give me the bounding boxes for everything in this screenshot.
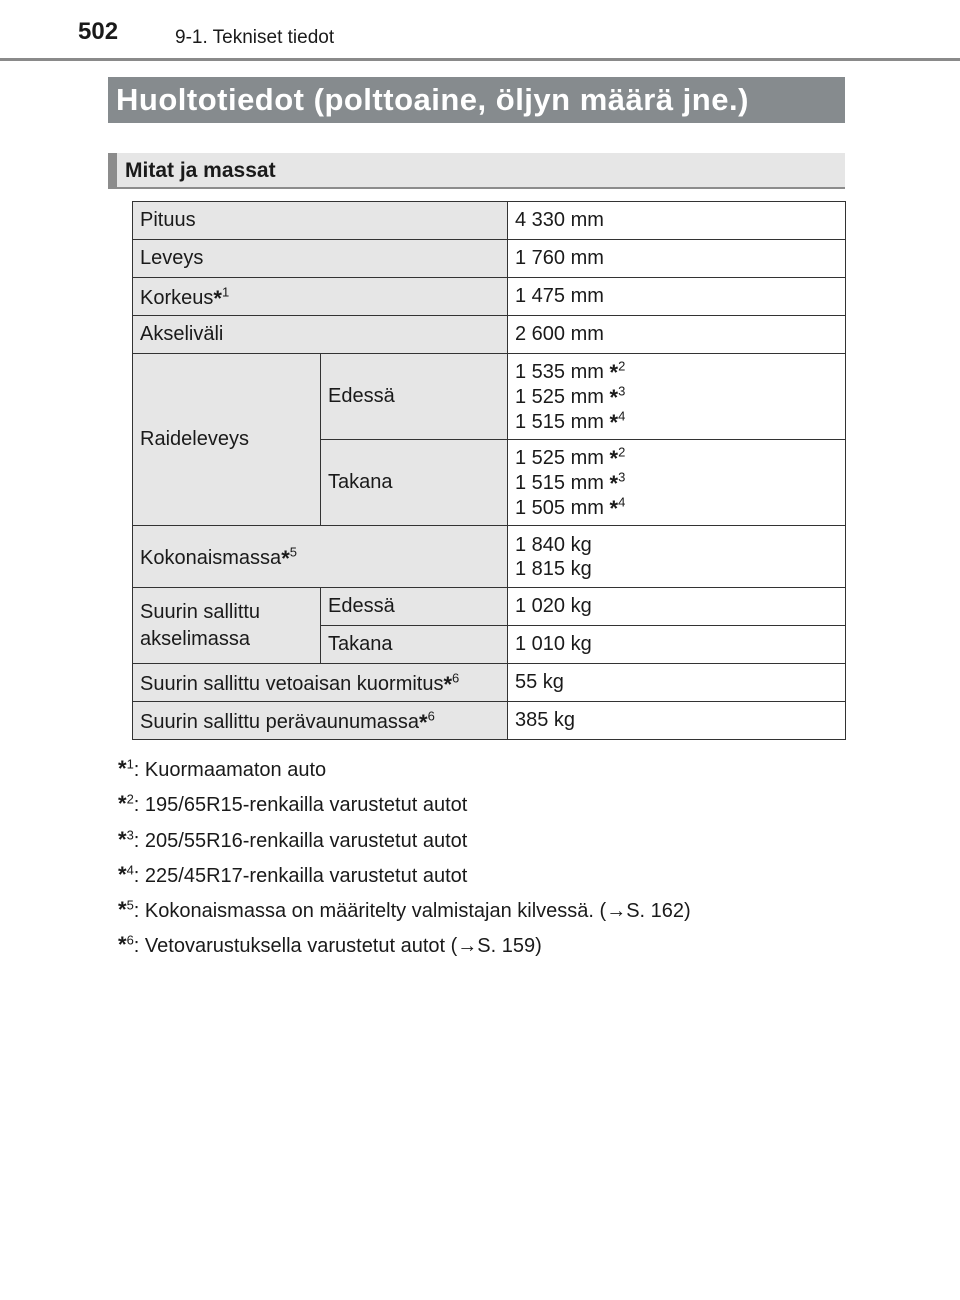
footnote-item: *$^3$: 205/55R16-renkailla varustetut autot bbox=[118, 826, 468, 852]
row-label-track: Raideleveys bbox=[133, 354, 321, 526]
list-item: 1 525 mm *$^3$ bbox=[515, 383, 626, 410]
table-row bbox=[133, 316, 846, 354]
list-item: 1 535 mm *$^2$ bbox=[515, 358, 626, 385]
page-title: Huoltotiedot (polttoaine, öljyn määrä jne.) bbox=[108, 77, 845, 123]
footnote-item: *$^5$: Kokonaismassa on määritelty valmistajan kilvessä. (→S. 162) bbox=[118, 897, 691, 923]
table-row bbox=[133, 240, 846, 278]
section-subheading: Mitat ja massat bbox=[108, 153, 845, 189]
footnote-item: *$^2$: 195/65R15-renkailla varustetut autot bbox=[118, 791, 468, 817]
axle-rear-value: 1 010 kg bbox=[508, 626, 846, 664]
table-row bbox=[133, 278, 846, 316]
table-row bbox=[133, 354, 846, 440]
list-item: 1 515 mm *$^3$ bbox=[515, 469, 626, 496]
row-label-axle-mass: Suurin sallittu akselimassa bbox=[133, 588, 321, 664]
row-value-length: 4 330 mm bbox=[508, 202, 846, 240]
footnote-item: *$^4$: 225/45R17-renkailla varustetut autot bbox=[118, 861, 468, 887]
row-label-trailer-mass: Suurin sallittu perävaunumassa*$^6$ bbox=[133, 702, 508, 740]
track-front-values bbox=[508, 354, 846, 440]
list-item: 1 840 kg bbox=[515, 533, 592, 556]
list-item: 1 525 mm *$^2$ bbox=[515, 444, 626, 471]
row-value-trailer-mass: 385 kg bbox=[508, 702, 846, 740]
height-label-text: Korkeus bbox=[140, 286, 214, 309]
table-row bbox=[133, 664, 846, 702]
axle-front-value: 1 020 kg bbox=[508, 588, 846, 626]
page-number: 502 bbox=[78, 18, 119, 45]
footnotes bbox=[118, 755, 878, 967]
footnote-asterisk: * bbox=[213, 285, 222, 311]
footnote-item: *$^6$: Vetovarustuksella varustetut autot (→S. 159) bbox=[118, 932, 542, 958]
footnote-item: *$^1$: Kuormaamaton auto bbox=[118, 756, 327, 781]
footnote-ref: 1 bbox=[221, 283, 230, 299]
row-value-towbar-load: 55 kg bbox=[508, 664, 846, 702]
section-title: 9-1. Tekniset tiedot bbox=[175, 27, 335, 48]
list-item: 1 815 kg bbox=[515, 557, 592, 580]
table-row bbox=[133, 526, 846, 588]
row-label-wheelbase: Akseliväli bbox=[133, 316, 508, 354]
row-value-wheelbase: 2 600 mm bbox=[508, 316, 846, 354]
row-label-height bbox=[133, 278, 508, 316]
track-rear-values bbox=[508, 440, 846, 526]
row-label-gross-mass: Kokonaismassa*$^5$ bbox=[133, 526, 508, 588]
header-divider bbox=[0, 58, 960, 61]
table-row bbox=[133, 588, 846, 626]
track-front-label: Edessä bbox=[321, 354, 508, 440]
row-label-width: Leveys bbox=[133, 240, 508, 278]
table-row bbox=[133, 702, 846, 740]
row-value-gross-mass bbox=[508, 526, 846, 588]
list-item: 1 515 mm *$^4$ bbox=[515, 408, 626, 435]
table-row bbox=[133, 202, 846, 240]
dimensions-table bbox=[132, 201, 846, 740]
track-rear-label: Takana bbox=[321, 440, 508, 526]
row-value-width: 1 760 mm bbox=[508, 240, 846, 278]
axle-rear-label: Takana bbox=[321, 626, 508, 664]
row-label-length: Pituus bbox=[133, 202, 508, 240]
axle-front-label: Edessä bbox=[321, 588, 508, 626]
list-item: 1 505 mm *$^4$ bbox=[515, 494, 626, 521]
row-value-height: 1 475 mm bbox=[508, 278, 846, 316]
row-label-towbar-load: Suurin sallittu vetoaisan kuormitus*$^6$ bbox=[133, 664, 508, 702]
